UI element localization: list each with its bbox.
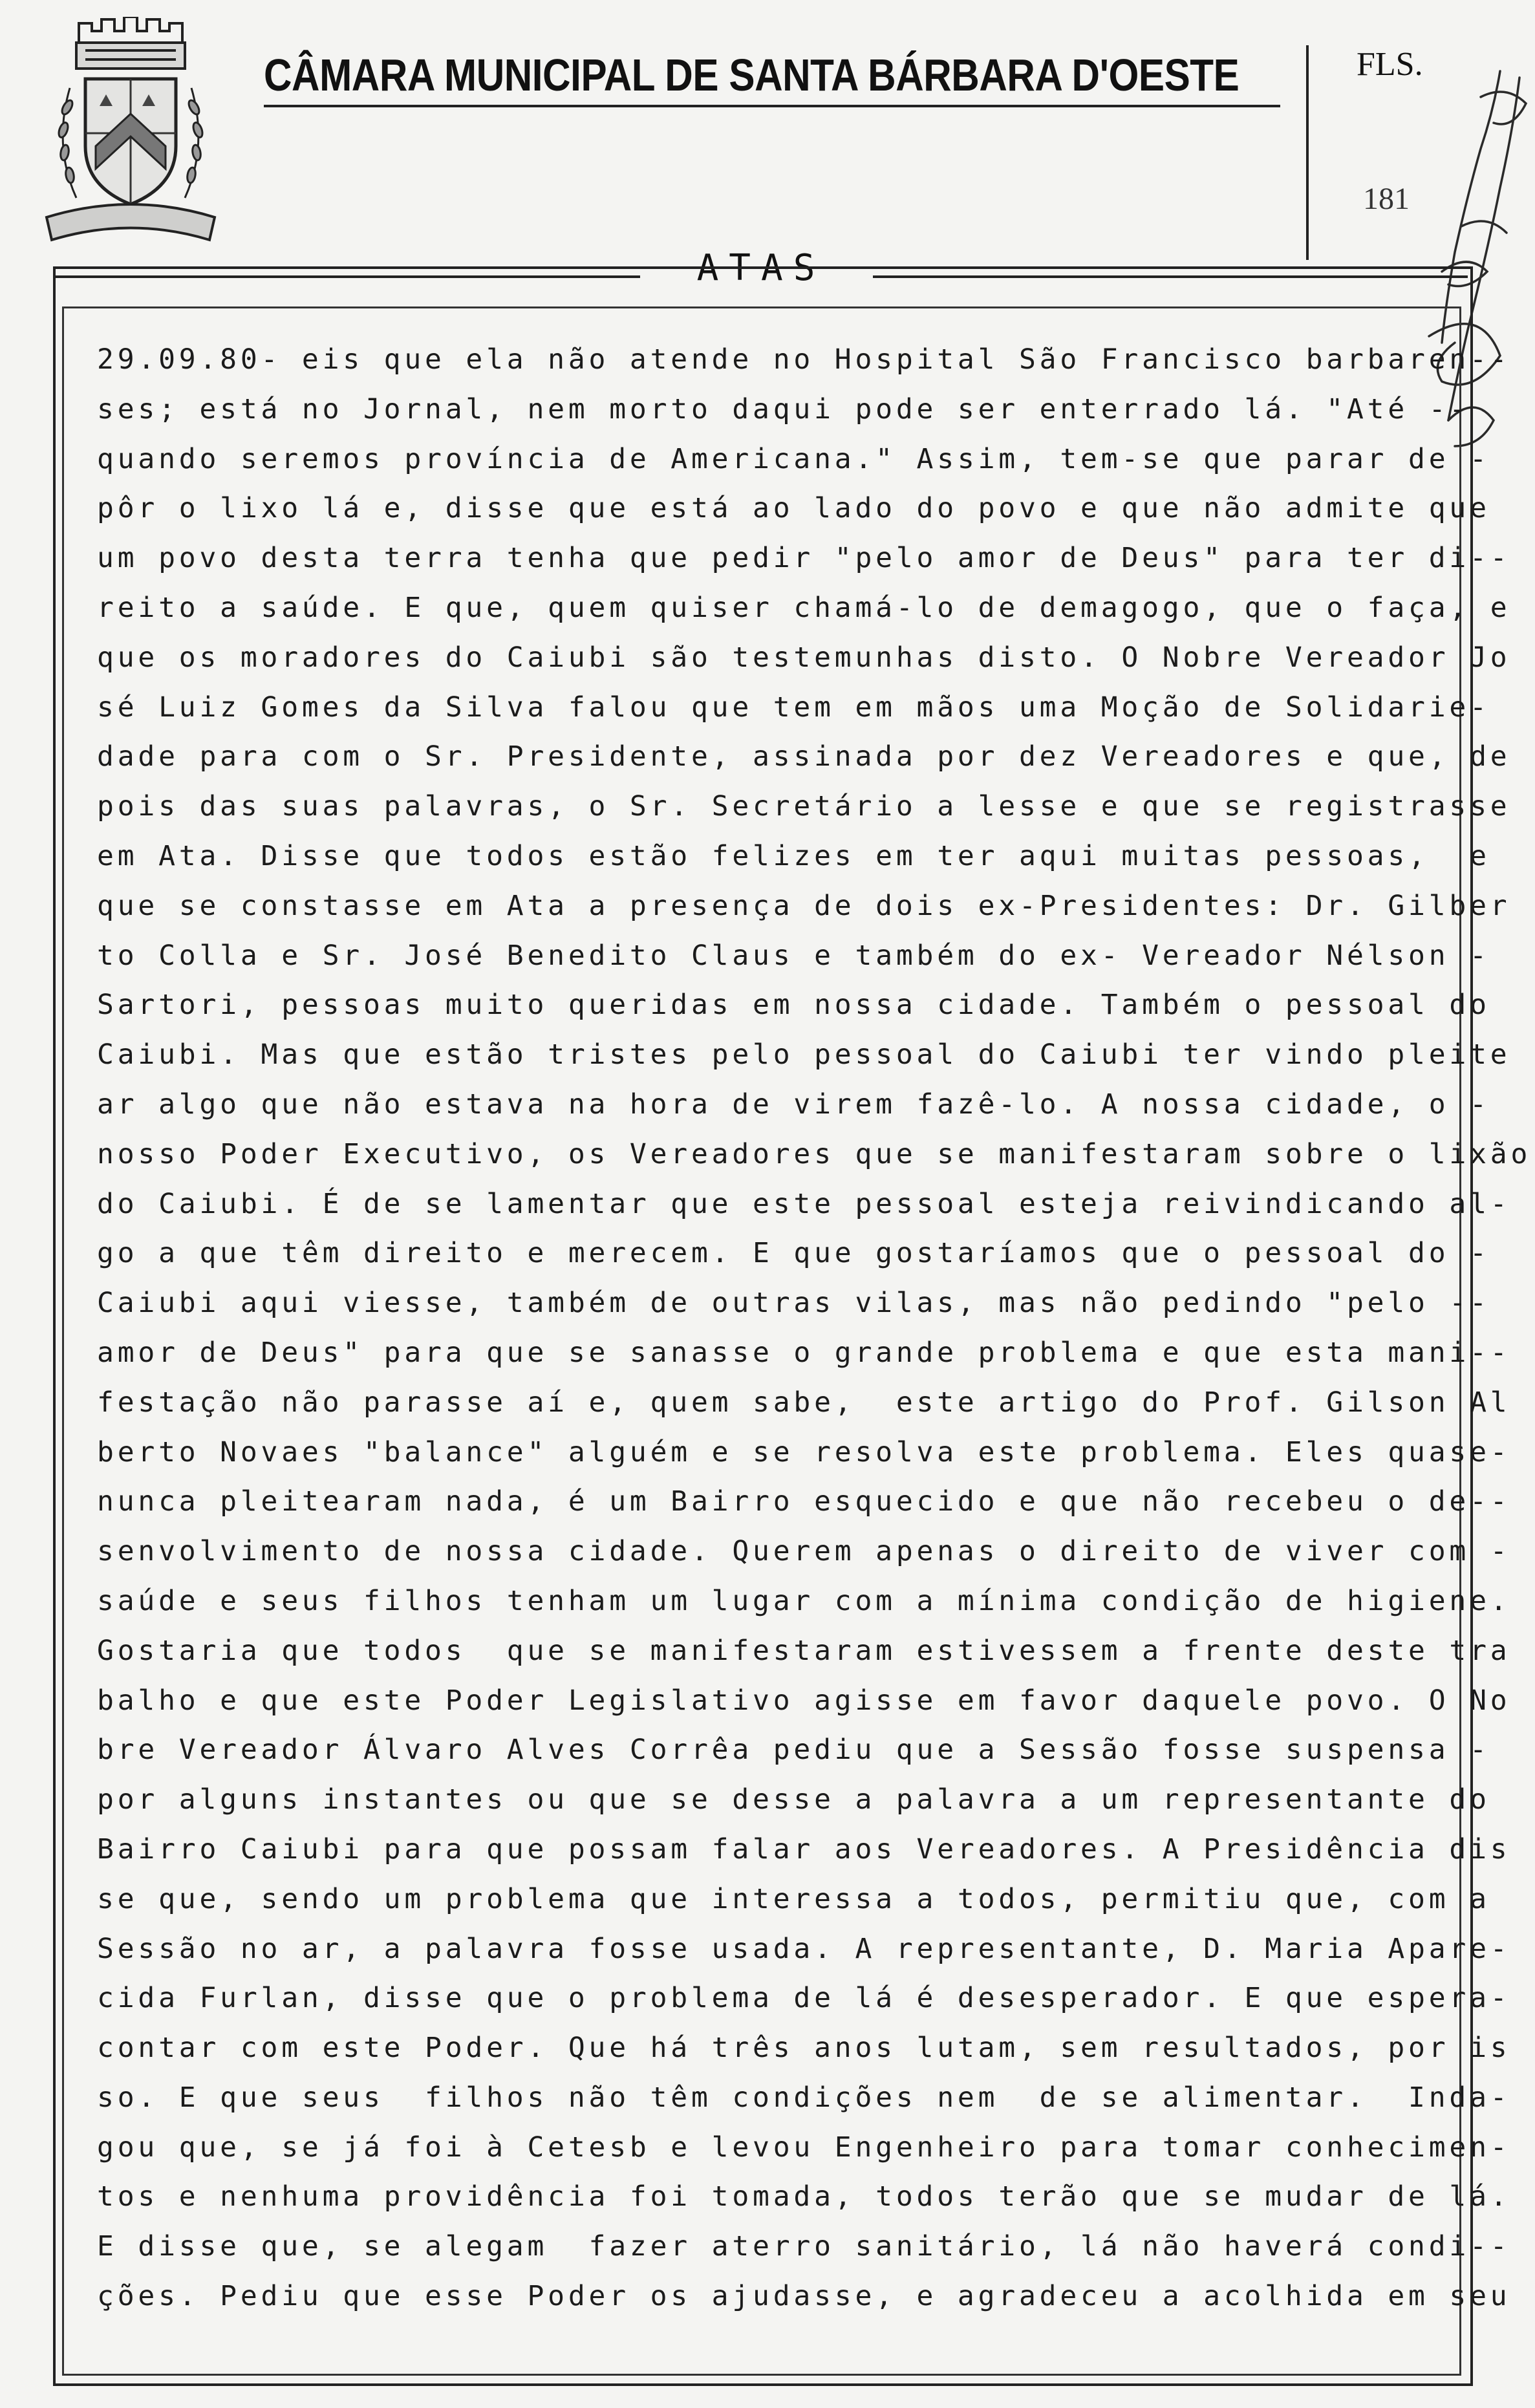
text-line: 29.09.80- eis que ela não atende no Hospital São Francisco barbaren-- (97, 343, 1511, 376)
text-line: Caiubi aqui viesse, também de outras vilas, mas não pedindo "pelo -- (97, 1287, 1490, 1320)
text-line: ções. Pediu que esse Poder os ajudasse, e agradeceu a acolhida em seu (97, 2280, 1511, 2313)
text-line: pois das suas palavras, o Sr. Secretário a lesse e que se registrasse (97, 790, 1511, 823)
text-line: contar com este Poder. Que há três anos lutam, sem resultados, por is (97, 2032, 1511, 2065)
section-title: ATAS (696, 247, 826, 289)
text-line: ar algo que não estava na hora de virem fazê-lo. A nossa cidade, o - (97, 1088, 1490, 1121)
text-line: Sartori, pessoas muito queridas em nossa cidade. Também o pessoal do (97, 989, 1490, 1022)
text-line: Sessão no ar, a palavra fosse usada. A representante, D. Maria Apare- (97, 1932, 1511, 1965)
text-line: em Ata. Disse que todos estão felizes em ter aqui muitas pessoas, e (97, 839, 1490, 872)
text-line: tos e nenhuma providência foi tomada, todos terão que se mudar de lá. (97, 2180, 1511, 2213)
text-line: balho e que este Poder Legislativo agisse em favor daquele povo. O No (97, 1684, 1511, 1717)
text-line: to Colla e Sr. José Benedito Claus e também do ex- Vereador Nélson - (97, 939, 1490, 972)
text-line: cida Furlan, disse que o problema de lá é desesperador. E que espera- (97, 1982, 1511, 2015)
text-line: go a que têm direito e merecem. E que gostaríamos que o pessoal do - (97, 1237, 1490, 1270)
text-line: bre Vereador Álvaro Alves Corrêa pediu que a Sessão fosse suspensa - (97, 1734, 1490, 1767)
text-line: sé Luiz Gomes da Silva falou que tem em mãos uma Moção de Solidarie- (97, 691, 1490, 724)
text-line: do Caiubi. É de se lamentar que este pessoal esteja reivindicando al- (97, 1187, 1511, 1220)
text-line: festação não parasse aí e, quem sabe, este artigo do Prof. Gilson Al (97, 1386, 1511, 1419)
minutes-body (97, 335, 1532, 2321)
page-number: 181 (1363, 182, 1410, 216)
chamber-title: CÂMARA MUNICIPAL DE SANTA BÁRBARA D'OESTE (264, 50, 1240, 100)
text-line: amor de Deus" para que se sanasse o grande problema e que esta mani-- (97, 1336, 1511, 1369)
fls-label: FLS. (1357, 46, 1423, 83)
text-line: E disse que, se alegam fazer aterro sanitário, lá não haverá condi-- (97, 2230, 1511, 2263)
text-line: nosso Poder Executivo, os Vereadores que se manifestaram sobre o lixão (97, 1137, 1532, 1170)
text-line: quando seremos província de Americana." Assim, tem-se que parar de - (97, 442, 1490, 475)
header-vertical-rule (1306, 45, 1309, 260)
text-line: senvolvimento de nossa cidade. Querem apenas o direito de viver com - (97, 1535, 1511, 1568)
text-line: berto Novaes "balance" alguém e se resolva este problema. Eles quase- (97, 1435, 1511, 1468)
text-line: que se constasse em Ata a presença de dois ex-Presidentes: Dr. Gilber (97, 889, 1511, 922)
text-line: que os moradores do Caiubi são testemunhas disto. O Nobre Vereador Jo (97, 641, 1511, 674)
text-line: reito a saúde. E que, quem quiser chamá-lo de demagogo, que o faça, e (97, 591, 1511, 624)
text-line: por alguns instantes ou que se desse a palavra a um representante do (97, 1783, 1490, 1816)
text-line: dade para com o Sr. Presidente, assinada por dez Vereadores e que, de (97, 740, 1511, 773)
text-line: um povo desta terra tenha que pedir "pelo amor de Deus" para ter di-- (97, 542, 1511, 575)
text-line: Gostaria que todos que se manifestaram estivessem a frente deste tra (97, 1634, 1511, 1667)
text-line: se que, sendo um problema que interessa a todos, permitiu que, com a (97, 1882, 1490, 1915)
text-line: gou que, se já foi à Cetesb e levou Engenheiro para tomar conhecimen- (97, 2131, 1511, 2164)
header-rule (264, 105, 1280, 107)
text-line: so. E que seus filhos não têm condições nem de se alimentar. Inda- (97, 2081, 1511, 2114)
text-line: saúde e seus filhos tenham um lugar com a mínima condição de higiene. (97, 1584, 1511, 1617)
text-line: Bairro Caiubi para que possam falar aos Vereadores. A Presidência dis (97, 1833, 1511, 1865)
text-line: ses; está no Jornal, nem morto daqui pode ser enterrado lá. "Até -- (97, 392, 1470, 425)
text-line: pôr o lixo lá e, disse que está ao lado do povo e que não admite que (97, 492, 1490, 525)
text-line: Caiubi. Mas que estão tristes pelo pessoal do Caiubi ter vindo pleite (97, 1038, 1511, 1071)
text-line: nunca pleitearam nada, é um Bairro esquecido e que não recebeu o de-- (97, 1485, 1511, 1518)
municipal-crest-icon (34, 17, 228, 250)
